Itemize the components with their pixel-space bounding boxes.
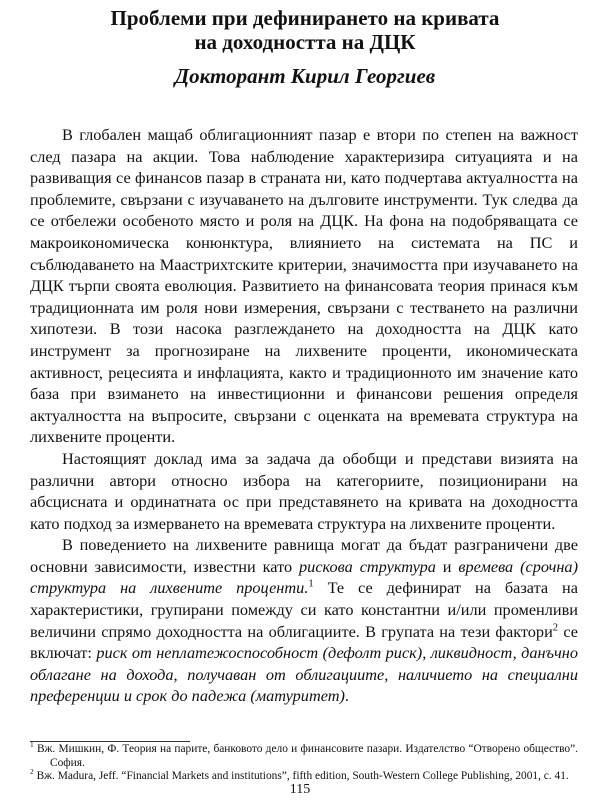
term-factor-list: риск от неплатежоспособност (дефолт риск), ликвидност, данъчно облагане на дохода, получаван от облигациите, наличието на специални преференции и срок до падежа (матуритет) bbox=[30, 643, 578, 706]
paragraph-3-text-c: Те се дефинират на базата на характеристики, групирани помежду си като константни и/или променливи величини спрямо доходността на облигациите. В групата на тези фактори bbox=[30, 578, 578, 641]
paragraph-3-text-e: . bbox=[344, 686, 349, 706]
title-line-1: Проблеми при дефинирането на кривата bbox=[110, 6, 500, 30]
footnote-1 bbox=[30, 740, 578, 770]
term-risk-structure: рискова структура bbox=[299, 556, 436, 576]
page-number: 115 bbox=[289, 782, 311, 797]
term-time-structure: времева (срочна) структура на лихвените проценти. bbox=[30, 556, 578, 598]
footnote-ref-1[interactable]: 1 bbox=[308, 579, 314, 591]
footnote-2-mark: 2 bbox=[30, 767, 34, 777]
author-line: Докторант Кирил Георгиев bbox=[174, 64, 436, 88]
footnote-1-mark: 1 bbox=[30, 740, 34, 750]
footnote-divider bbox=[30, 741, 190, 742]
paragraph-1: В глобален мащаб облигационният пазар е втори по степен на важност след пазара на акции. Това наблюдение характеризира ситуацията и на развиващия се финансов пазар в страната ни, като подчертава актуалността на проблемите, свързани с изучаването на дълговите инструменти. Тук следва да се отбележи особеното място и роля на ДЦК. На фона на подобряващата се макроикономическа конюнктура, влиянието на системата на ПС и съблюдаването на Маастрихтските критерии, значимостта при изучаването на ДЦК търпи своята еволюция. Развитието на финансовата теория принася към традиционната им роля нови измерения, свързани с тестването на различни хипотези. В този насока разглеждането на доходността на ДЦК като инструмент за прогнозиране на лихвените проценти, икономическата активност, рецесията и инфлацията, както и традиционното им значение като база при взимането на инвестиционни и финансови решения определя актуалността на въпросите, свързани с оценката на времевата структура на лихвените проценти. bbox=[30, 125, 578, 447]
title-line-2: на доходността на ДЦК bbox=[194, 30, 416, 54]
paragraph-3-text-d: се включат: bbox=[30, 621, 578, 663]
footnote-2-text: Вж. Madura, Jeff. “Financial Markets and institutions”, fifth edition, South-Western College Publishing, 2001, с. 41. bbox=[36, 770, 569, 783]
footnote-ref-2[interactable]: 2 bbox=[552, 622, 559, 634]
paragraph-3-text-b: и bbox=[435, 556, 459, 576]
paper-title bbox=[40, 6, 570, 54]
footnote-1-text: Вж. Мишкин, Ф. Теория на парите, банковото дело и финансовите пазари. Издателство “Отворено общество”. София. bbox=[36, 743, 578, 769]
paragraph-2: Настоящият доклад има за задача да обобщи и представи визията на различни автори относно избора на категориите, позиционирани на абсцисната и ординатната ос при представянето на кривата на доходността като подход за измерването на времевата структура на лихвените проценти. bbox=[30, 448, 578, 533]
paragraph-3 bbox=[30, 534, 578, 707]
body-text bbox=[30, 124, 578, 707]
footnotes bbox=[30, 740, 578, 784]
paragraph-3-text-a: В поведението на лихвените равнища могат да бъдат разграничени две основни зависимости, известни като bbox=[30, 535, 578, 576]
